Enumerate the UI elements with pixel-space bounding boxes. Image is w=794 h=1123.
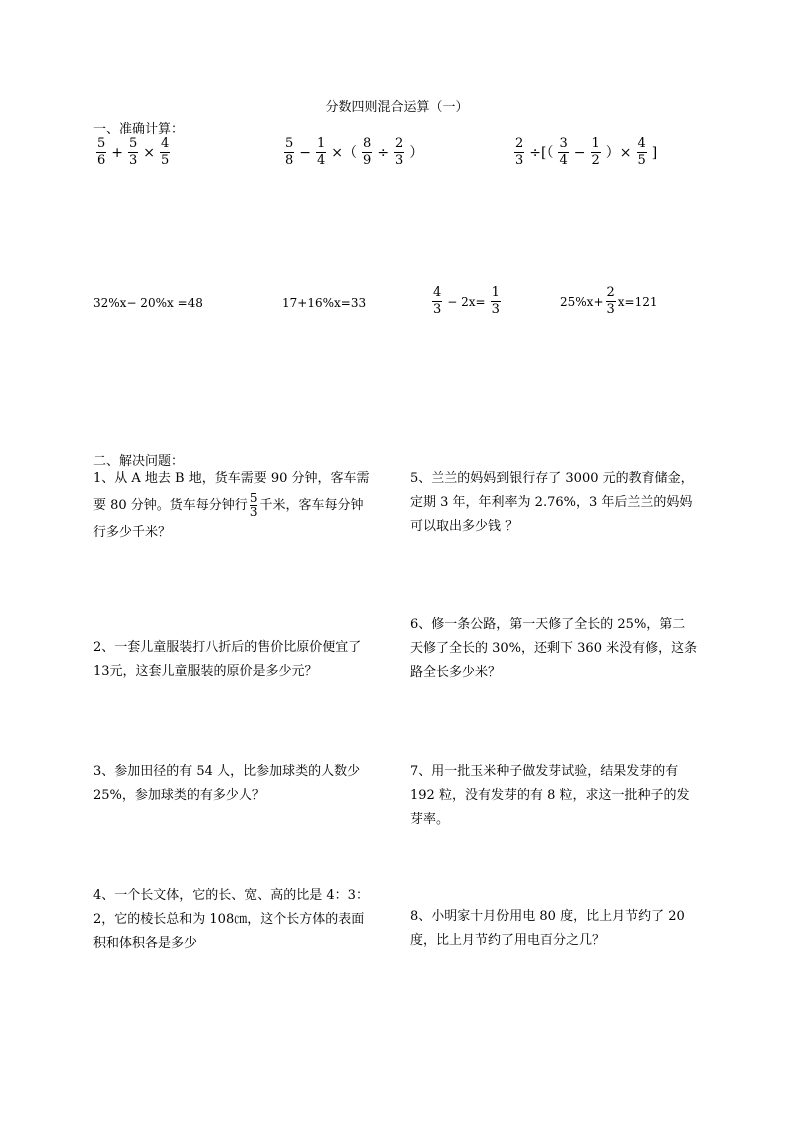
fraction: $\frac{2}{3}$ xyxy=(606,285,615,318)
page-title: 分数四则混合运算（一） xyxy=(325,100,469,115)
fraction: $\frac{5}{3}$ xyxy=(249,491,258,519)
problem-6: 6、修一条公路，第一天修了全长的 25%，第二 天修了全长的 30%，还剩下 360 米没有修，这条 路全长多少米？ xyxy=(410,617,698,680)
equation-4: 25%x+ $\frac{2}{3}$ x=121 xyxy=(560,285,658,318)
problem-2: 2、一套儿童服装打八折后的售价比原价便宜了 13元，这套儿童服装的原价是多少元？ xyxy=(93,640,362,679)
equation-1: 32%x− 20%x =48 xyxy=(93,296,203,310)
fraction: $\frac{8}{9}$ xyxy=(363,136,372,169)
fraction: $\frac{2}{3}$ xyxy=(515,136,524,169)
fraction: $\frac{4}{5}$ xyxy=(637,136,646,169)
problem-7: 7、用一批玉米种子做发芽试验，结果发芽的有 192 粒，没有发芽的有 8 粒，求这一批种子的发 芽率。 xyxy=(410,764,690,827)
problem-5: 5、兰兰的妈妈到银行存了 3000 元的教育储金， 定期 3 年，年利率为 2.76%，3 年后兰兰的妈妈 可以取出多少钱 ？ xyxy=(410,471,694,534)
fraction: $\frac{1}{4}$ xyxy=(317,136,326,169)
fraction: $\frac{3}{4}$ xyxy=(559,136,568,169)
expression-2: $\frac{5}{8}$ − $\frac{1}{4}$ ×（ $\frac{8}{9}$ ÷ $\frac{2}{3}$ ） xyxy=(285,136,424,169)
fraction: $\frac{5}{3}$ xyxy=(129,136,138,169)
problem-3: 3、参加田径的有 54 人，比参加球类的人数少 25%，参加球类的有多少人？ xyxy=(93,764,361,803)
equation-2: 17+16%x=33 xyxy=(282,296,367,310)
fraction: $\frac{2}{3}$ xyxy=(395,136,404,169)
section-heading-calculation: 一、准确计算： xyxy=(93,122,185,137)
fraction: $\frac{5}{8}$ xyxy=(285,136,294,169)
section-heading-word-problems: 二、解决问题： xyxy=(93,454,185,469)
equation-3: $\frac{4}{3}$ − 2x= $\frac{1}{3}$ xyxy=(433,285,500,318)
problem-8: 8、小明家十月份用电 80 度，比上月节约了 20 度，比上月节约了用电百分之几？ xyxy=(410,909,685,948)
expression-1: $\frac{5}{6}$ + $\frac{5}{3}$ × $\frac{4}{5}$ xyxy=(97,136,170,169)
fraction: $\frac{1}{3}$ xyxy=(491,285,500,318)
fraction: $\frac{4}{3}$ xyxy=(433,285,442,318)
problem-4: 4、一个长文体，它的长、宽、高的比是 4：3： 2，它的棱长总和为 108㎝，这个长方体的表面 积和体积各是多少 xyxy=(93,888,369,951)
expression-3: $\frac{2}{3}$ ÷[（ $\frac{3}{4}$ − $\frac{1}{2}$ ）× $\frac{4}{5}$ ] xyxy=(515,136,658,169)
fraction: $\frac{5}{6}$ xyxy=(97,136,106,169)
fraction: $\frac{1}{2}$ xyxy=(591,136,600,169)
fraction: $\frac{4}{5}$ xyxy=(161,136,170,169)
problem-1: 1、从 A 地去 B 地，货车需要 90 分钟，客车需 要 80 分钟。货车每分钟行 $\frac{5}{3}$ 千米，客车每分钟 行多少千米？ xyxy=(93,471,370,540)
